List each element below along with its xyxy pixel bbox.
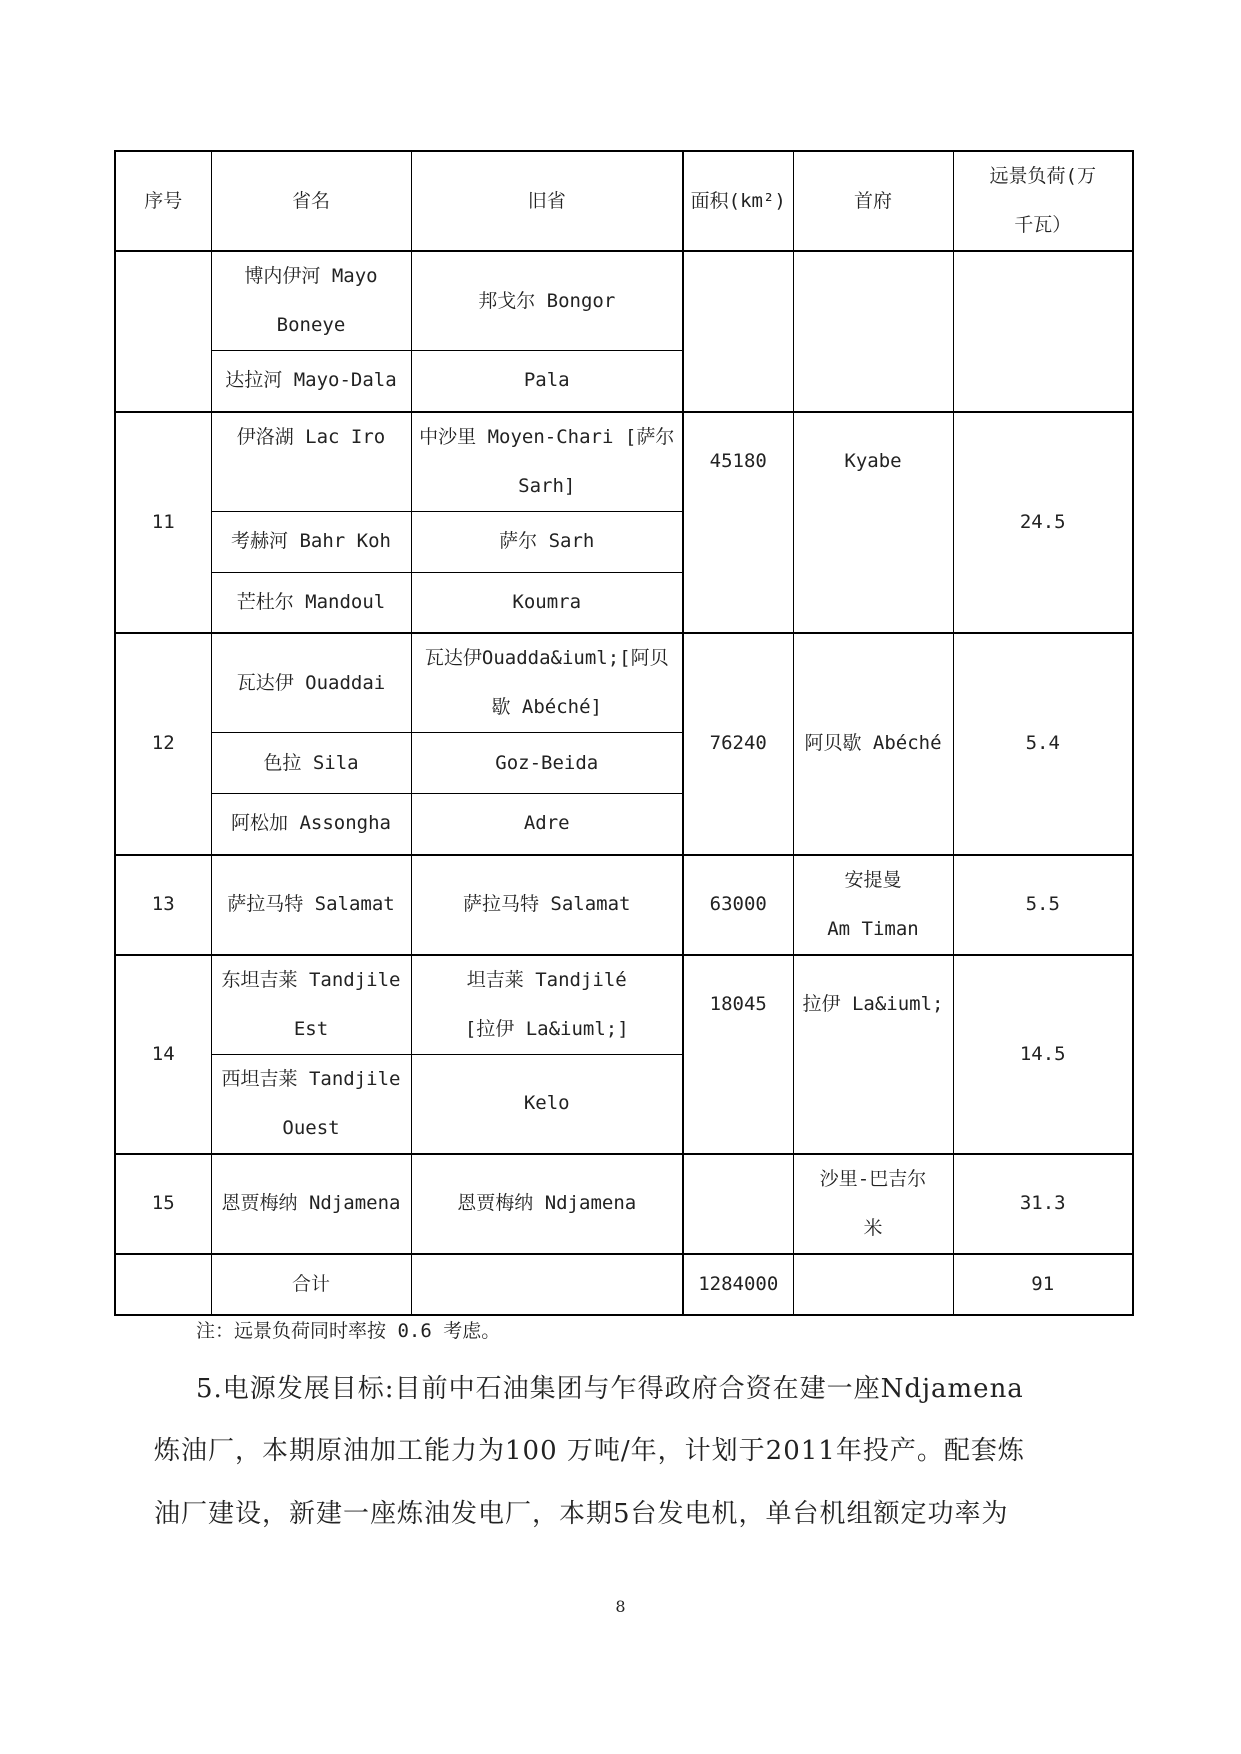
table-row — [115, 955, 1133, 1055]
cell-capital: 阿贝歇 Abéché — [793, 633, 953, 855]
total-load: 91 — [953, 1254, 1133, 1315]
cell-capital — [793, 855, 953, 955]
cell-load: 31.3 — [953, 1154, 1133, 1254]
cell-province: 萨拉马特 Salamat — [211, 855, 411, 955]
cell-old-province: Goz-Beida — [411, 733, 683, 794]
table-row — [115, 633, 1133, 733]
cell-area — [683, 251, 793, 412]
table-note: 注：远景负荷同时率按 0.6 考虑。 — [196, 1320, 501, 1342]
cell-province: 恩贾梅纳 Ndjamena — [211, 1154, 411, 1254]
table-header-row — [115, 151, 1133, 251]
cell-old-province: 萨拉马特 Salamat — [411, 855, 683, 955]
cell-province: 色拉 Sila — [211, 733, 411, 794]
header-old-province: 旧省 — [411, 151, 683, 251]
cell-capital-line2: Am Timan — [827, 917, 919, 940]
cell-province-line1: 西坦吉莱 Tandjile — [221, 1067, 401, 1090]
cell-capital-line2: 米 — [863, 1216, 883, 1239]
header-area: 面积(km²) — [683, 151, 793, 251]
cell-old-line1: 坦吉莱 Tandjilé — [466, 968, 627, 991]
cell-old-province — [411, 412, 683, 512]
cell-no — [115, 1254, 211, 1315]
cell-no: 11 — [115, 412, 211, 634]
header-province: 省名 — [211, 151, 411, 251]
page-number: 8 — [615, 1597, 626, 1616]
cell-province-line2: Ouest — [282, 1116, 340, 1139]
cell-area — [683, 1154, 793, 1254]
cell-old-line1: 瓦达伊Ouadda&iuml;[阿贝 — [424, 647, 669, 669]
cell-area: 18045 — [683, 955, 793, 1154]
cell-province — [211, 955, 411, 1055]
cell-province: 阿松加 Assongha — [211, 794, 411, 855]
cell-old-province: Kelo — [411, 1054, 683, 1154]
header-capital: 首府 — [793, 151, 953, 251]
cell-old-province: 恩贾梅纳 Ndjamena — [411, 1154, 683, 1254]
cell-old-province: Adre — [411, 794, 683, 855]
cell-province-line1: 东坦吉莱 Tandjile — [221, 968, 401, 991]
table-row — [115, 251, 1133, 351]
cell-load: 24.5 — [953, 412, 1133, 634]
cell-old-line2: Sarh] — [518, 474, 576, 497]
cell-province: 达拉河 Mayo-Dala — [211, 351, 411, 412]
cell-no — [115, 251, 211, 412]
total-row — [115, 1254, 1133, 1315]
cell-load: 5.5 — [953, 855, 1133, 955]
cell-load — [953, 251, 1133, 412]
cell-province — [211, 1054, 411, 1154]
cell-no: 14 — [115, 955, 211, 1154]
cell-province-line2: Est — [293, 1017, 329, 1040]
cell-area: 45180 — [683, 412, 793, 634]
cell-old-line2: [拉伊 La&iuml;] — [464, 1017, 629, 1040]
cell-old-line1: 中沙里 Moyen-Chari [萨尔 — [419, 425, 675, 448]
paragraph-line-1: 5.电源发展目标:目前中石油集团与乍得政府合资在建一座Ndjamena — [196, 1374, 1024, 1404]
header-load-line1: 远景负荷(万 — [989, 165, 1096, 187]
cell-old-province — [411, 1254, 683, 1315]
cell-old-province: Pala — [411, 351, 683, 412]
cell-load: 5.4 — [953, 633, 1133, 855]
cell-no: 13 — [115, 855, 211, 955]
total-label: 合计 — [211, 1254, 411, 1315]
cell-area: 76240 — [683, 633, 793, 855]
cell-province: 考赫河 Bahr Koh — [211, 511, 411, 572]
cell-load: 14.5 — [953, 955, 1133, 1154]
paragraph-line-2: 炼油厂，本期原油加工能力为100 万吨/年，计划于2011年投产。配套炼 — [154, 1436, 1025, 1466]
cell-province: 芒杜尔 Mandoul — [211, 572, 411, 633]
cell-no: 15 — [115, 1154, 211, 1254]
cell-capital-line1: 安提曼 — [844, 868, 902, 891]
paragraph-line-3: 油厂建设，新建一座炼油发电厂，本期5台发电机，单台机组额定功率为 — [154, 1499, 1009, 1529]
province-load-table — [114, 150, 1134, 1316]
cell-old-line2: 歇 Abéché] — [491, 696, 602, 718]
header-load — [953, 151, 1133, 251]
table-row — [115, 1154, 1133, 1254]
cell-capital: 拉伊 La&iuml; — [793, 955, 953, 1154]
table-row — [115, 412, 1133, 512]
cell-province: 伊洛湖 Lac Iro — [211, 412, 411, 512]
cell-old-province: 萨尔 Sarh — [411, 511, 683, 572]
header-load-line2: 千瓦） — [1014, 214, 1072, 236]
cell-capital — [793, 251, 953, 412]
cell-province-line2: Boneye — [276, 314, 346, 336]
header-no: 序号 — [115, 151, 211, 251]
cell-capital — [793, 1254, 953, 1315]
cell-old-province: 邦戈尔 Bongor — [411, 251, 683, 351]
table-row — [115, 855, 1133, 955]
cell-province — [211, 251, 411, 351]
total-area: 1284000 — [683, 1254, 793, 1315]
cell-capital-line1: 沙里-巴吉尔 — [819, 1167, 927, 1190]
cell-old-province — [411, 633, 683, 733]
cell-capital — [793, 1154, 953, 1254]
cell-no: 12 — [115, 633, 211, 855]
cell-province-line1: 博内伊河 Mayo — [244, 265, 378, 287]
cell-old-province: Koumra — [411, 572, 683, 633]
cell-province: 瓦达伊 Ouaddai — [211, 633, 411, 733]
cell-capital: Kyabe — [793, 412, 953, 634]
cell-old-province — [411, 955, 683, 1055]
cell-area: 63000 — [683, 855, 793, 955]
